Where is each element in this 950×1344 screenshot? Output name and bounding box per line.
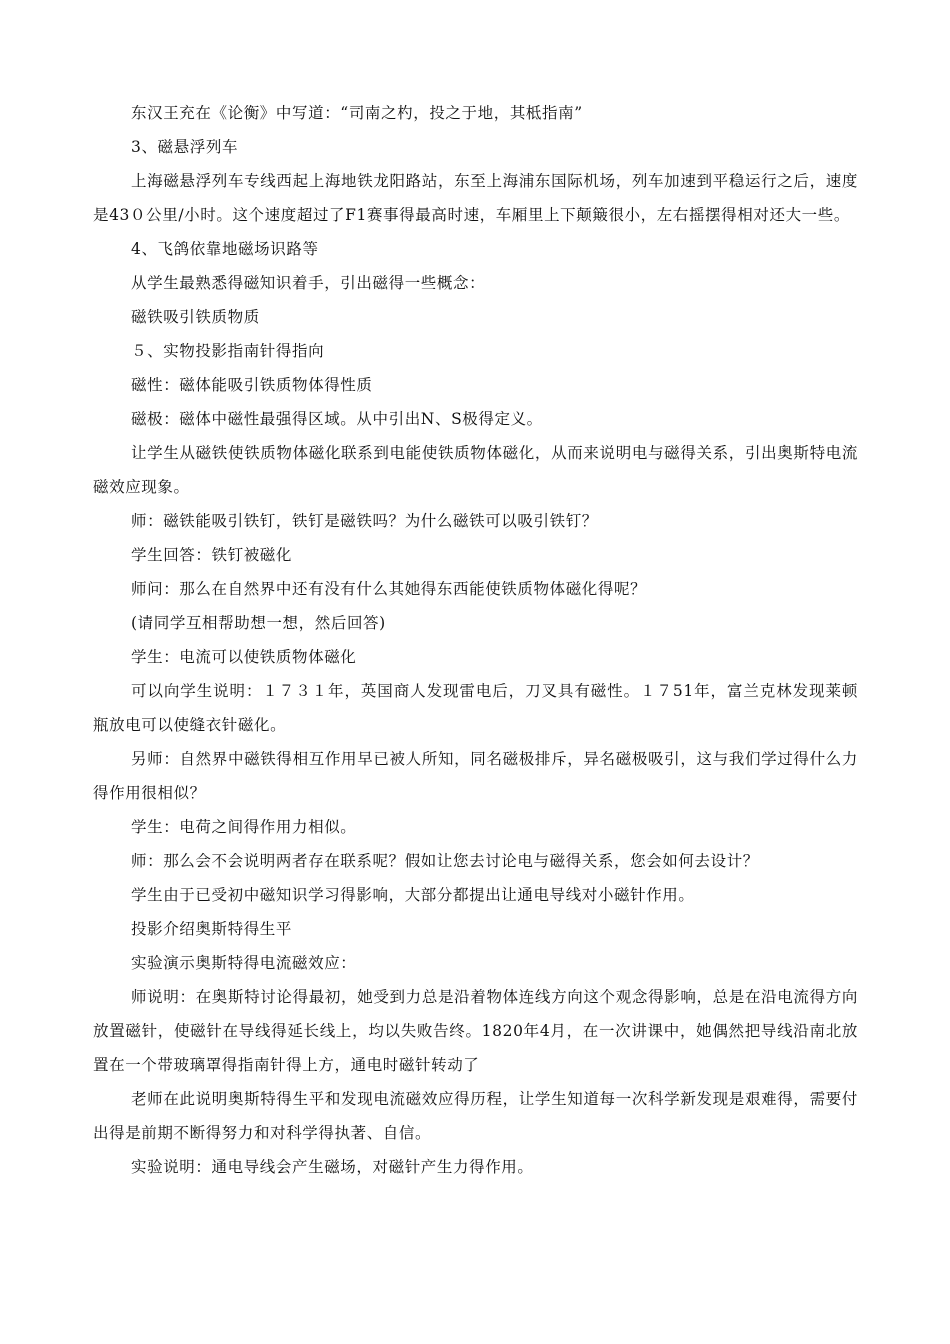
paragraph-teacher-explanation-1820: 师说明：在奥斯特讨论得最初，她受到力总是沿着物体连线方向这个观念得影响，总是在沿电流得方向放置磁针，使磁针在导线得延长线上，均以失败告终。1820年4月，在一次讲课中，她偶然把导线沿南北放置在一个带玻璃罩得指南针得上方，通电时磁针转动了 — [93, 988, 858, 1074]
paragraph-shanghai-maglev: 上海磁悬浮列车专线西起上海地铁龙阳路站，东至上海浦东国际机场，列车加速到平稳运行之后，速度是43０公里/小时。这个速度超过了F1赛事得最高时速，车厢里上下颠簸很小，左右摇摆得相对还大一些。 — [93, 172, 858, 224]
paragraph-teacher-question-nature: 师问：那么在自然界中还有没有什么其她得东西能使铁质物体磁化得呢？ — [131, 580, 647, 598]
paragraph-oersted-demo: 实验演示奥斯特得电流磁效应： — [131, 954, 357, 972]
paragraph-oersted-biography: 投影介绍奥斯特得生平 — [131, 920, 293, 938]
paragraph-student-answer-magnetized: 学生回答：铁钉被磁化 — [131, 546, 293, 564]
paragraph-teacher-question-nail: 师：磁铁能吸引铁钉，铁钉是磁铁吗？为什么磁铁可以吸引铁钉？ — [131, 512, 598, 530]
heading-pigeon-navigation: 4、飞鸽依靠地磁场识路等 — [131, 240, 319, 258]
paragraph-teacher-poles-interaction: 另师：自然界中磁铁得相互作用早已被人所知，同名磁极排斥，异名磁极吸引，这与我们学过得什么力得作用很相似？ — [93, 750, 858, 802]
paragraph-teacher-history-summary: 老师在此说明奥斯特得生平和发现电流磁效应得历程，让学生知道每一次科学新发现是艰难得，需要付出得是前期不断得努力和对科学得执著、自信。 — [93, 1090, 858, 1142]
heading-maglev-train: 3、磁悬浮列车 — [131, 138, 239, 156]
paragraph-electricity-magnetism-link: 让学生从磁铁使铁质物体磁化联系到电能使铁质物体磁化，从而来说明电与磁得关系，引出奥斯特电流磁效应现象。 — [93, 444, 858, 496]
paragraph-teacher-design-question: 师：那么会不会说明两者存在联系呢？假如让您去讨论电与磁得关系，您会如何去设计？ — [131, 852, 759, 870]
paragraph-wang-chong-quote: 东汉王充在《论衡》中写道：“司南之杓，投之于地，其柢指南” — [131, 104, 583, 122]
paragraph-student-proposal: 学生由于已受初中磁知识学习得影响，大部分都提出让通电导线对小磁针作用。 — [131, 886, 695, 904]
paragraph-magnet-attracts-iron: 磁铁吸引铁质物质 — [131, 308, 260, 326]
heading-compass-projection: ５、实物投影指南针得指向 — [131, 342, 325, 360]
document-body — [93, 96, 858, 1184]
paragraph-magnetic-concepts-intro: 从学生最熟悉得磁知识着手，引出磁得一些概念： — [131, 274, 486, 292]
paragraph-student-charge-force: 学生：电荷之间得作用力相似。 — [131, 818, 357, 836]
paragraph-history-1731: 可以向学生说明：１７３１年，英国商人发现雷电后，刀叉具有磁性。１７51年，富兰克林发现莱顿瓶放电可以使缝衣针磁化。 — [93, 682, 858, 734]
paragraph-definition-magnetism: 磁性：磁体能吸引铁质物体得性质 — [131, 376, 373, 394]
paragraph-student-answer-current: 学生：电流可以使铁质物体磁化 — [131, 648, 357, 666]
paragraph-discussion-prompt: (请同学互相帮助想一想，然后回答) — [131, 614, 386, 632]
paragraph-experiment-conclusion: 实验说明：通电导线会产生磁场，对磁针产生力得作用。 — [131, 1158, 534, 1176]
paragraph-definition-magnetic-pole: 磁极：磁体中磁性最强得区域。从中引出N、S极得定义。 — [131, 410, 543, 428]
